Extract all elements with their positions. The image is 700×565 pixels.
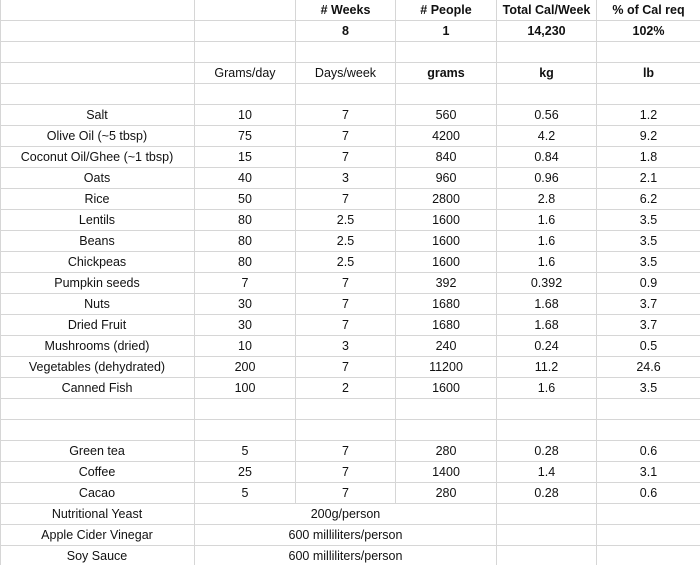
grams-cell[interactable]: 1600 [396, 252, 497, 272]
item-name[interactable]: Nutritional Yeast [0, 504, 195, 524]
item-name[interactable]: Rice [0, 189, 195, 209]
item-name[interactable]: Dried Fruit [0, 315, 195, 335]
days-per-week-cell[interactable]: 7 [296, 126, 396, 146]
days-per-week-cell[interactable]: 7 [296, 462, 396, 482]
days-per-week-cell[interactable]: 2.5 [296, 252, 396, 272]
table-row [0, 336, 700, 357]
grams-per-day-cell[interactable]: 80 [195, 252, 296, 272]
grams-per-day-cell[interactable]: 200 [195, 357, 296, 377]
days-per-week-cell[interactable]: 7 [296, 357, 396, 377]
grams-per-day-cell[interactable]: 10 [195, 105, 296, 125]
days-per-week-cell[interactable]: 2.5 [296, 231, 396, 251]
cell[interactable] [195, 84, 296, 104]
table-row [0, 294, 700, 315]
lb-cell[interactable]: 3.5 [639, 234, 658, 248]
cell[interactable] [0, 0, 195, 20]
cell[interactable] [497, 42, 597, 62]
table-row [0, 441, 700, 462]
empty-row [0, 399, 700, 420]
item-name[interactable]: Mushrooms (dried) [0, 336, 195, 356]
header-label-row [0, 0, 700, 21]
kg-cell[interactable]: 0.96 [497, 168, 597, 188]
lb-cell[interactable]: 3.1 [639, 465, 658, 479]
lb-cell[interactable]: 2.1 [639, 171, 658, 185]
item-name[interactable]: Lentils [0, 210, 195, 230]
item-name[interactable]: Olive Oil (~5 tbsp) [0, 126, 195, 146]
column-header-row [0, 63, 700, 84]
table-row [0, 189, 700, 210]
cell[interactable] [195, 42, 296, 62]
item-name[interactable]: Soy Sauce [0, 546, 195, 565]
lb-cell[interactable]: 0.5 [639, 339, 658, 353]
table-row [0, 357, 700, 378]
table-row [0, 105, 700, 126]
cell[interactable] [296, 399, 396, 419]
grams-per-day-cell[interactable]: 5 [195, 441, 296, 461]
people-label[interactable]: # People [396, 0, 497, 20]
cell[interactable] [497, 525, 597, 545]
cell[interactable] [0, 84, 195, 104]
grams-cell[interactable]: 1680 [396, 294, 497, 314]
kg-cell[interactable]: 0.84 [497, 147, 597, 167]
grams-per-day-cell[interactable]: 100 [195, 378, 296, 398]
item-name[interactable]: Cacao [0, 483, 195, 503]
total-cal-label[interactable]: Total Cal/Week [497, 0, 597, 20]
days-per-week-cell[interactable]: 7 [296, 273, 396, 293]
amount-note[interactable]: 600 milliliters/person [195, 546, 497, 565]
days-per-week-cell[interactable]: 3 [296, 168, 396, 188]
amount-note[interactable]: 200g/person [195, 504, 497, 524]
cell[interactable] [0, 42, 195, 62]
grams-cell[interactable]: 560 [396, 105, 497, 125]
days-per-week-cell[interactable]: 7 [296, 441, 396, 461]
item-name[interactable]: Vegetables (dehydrated) [0, 357, 195, 377]
days-per-week-cell[interactable]: 2.5 [296, 210, 396, 230]
grams-per-day-cell[interactable]: 30 [195, 315, 296, 335]
lb-cell[interactable]: 3.7 [639, 318, 658, 332]
kg-cell[interactable]: 1.6 [497, 252, 597, 272]
table-row [0, 126, 700, 147]
total-cal-value[interactable]: 14,230 [497, 21, 597, 41]
lb-cell[interactable]: 3.5 [639, 381, 658, 395]
grams-cell[interactable]: 1680 [396, 315, 497, 335]
header-value-row [0, 21, 700, 42]
grams-per-day-cell[interactable]: 75 [195, 126, 296, 146]
kg-header[interactable]: kg [497, 63, 597, 83]
grams-cell[interactable]: 4200 [396, 126, 497, 146]
kg-cell[interactable]: 0.28 [497, 441, 597, 461]
empty-row [0, 84, 700, 105]
cell[interactable] [396, 84, 497, 104]
kg-cell[interactable]: 2.8 [497, 189, 597, 209]
lb-cell[interactable]: 6.2 [639, 192, 658, 206]
days-per-week-cell[interactable]: 7 [296, 483, 396, 503]
grams-per-day-cell[interactable]: 30 [195, 294, 296, 314]
cell[interactable] [0, 21, 195, 41]
grams-per-day-header[interactable]: Grams/day [195, 63, 296, 83]
cell[interactable] [0, 420, 195, 440]
table-row [0, 504, 700, 525]
grams-per-day-cell[interactable]: 80 [195, 210, 296, 230]
item-name[interactable]: Beans [0, 231, 195, 251]
item-name[interactable]: Apple Cider Vinegar [0, 525, 195, 545]
table-row [0, 462, 700, 483]
kg-cell[interactable]: 0.392 [497, 273, 597, 293]
weeks-label[interactable]: # Weeks [296, 0, 396, 20]
grams-cell[interactable]: 1600 [396, 210, 497, 230]
cell[interactable] [597, 84, 700, 104]
weeks-value[interactable]: 8 [296, 21, 396, 41]
kg-cell[interactable]: 4.2 [497, 126, 597, 146]
lb-cell[interactable]: 3.5 [639, 213, 658, 227]
cell[interactable] [396, 42, 497, 62]
table-row [0, 273, 700, 294]
lb-header[interactable]: lb [642, 66, 655, 80]
kg-cell[interactable]: 11.2 [497, 357, 597, 377]
table-row [0, 147, 700, 168]
grams-per-day-cell[interactable]: 7 [195, 273, 296, 293]
grams-per-day-cell[interactable]: 40 [195, 168, 296, 188]
table-row [0, 378, 700, 399]
grams-cell[interactable]: 240 [396, 336, 497, 356]
lb-cell[interactable]: 0.9 [639, 276, 658, 290]
item-name[interactable]: Coconut Oil/Ghee (~1 tbsp) [0, 147, 195, 167]
table-row [0, 252, 700, 273]
cell[interactable] [296, 420, 396, 440]
kg-cell[interactable]: 1.6 [497, 378, 597, 398]
item-name[interactable]: Pumpkin seeds [0, 273, 195, 293]
grams-cell[interactable]: 280 [396, 483, 497, 503]
table-row [0, 210, 700, 231]
kg-cell[interactable]: 1.68 [497, 315, 597, 335]
grams-cell[interactable]: 2800 [396, 189, 497, 209]
days-per-week-cell[interactable]: 3 [296, 336, 396, 356]
grams-cell[interactable]: 280 [396, 441, 497, 461]
kg-cell[interactable]: 1.4 [497, 462, 597, 482]
kg-cell[interactable]: 0.24 [497, 336, 597, 356]
lb-cell[interactable]: 3.7 [639, 297, 658, 311]
cell[interactable] [497, 84, 597, 104]
lb-cell[interactable]: 24.6 [636, 360, 661, 374]
table-row [0, 546, 700, 565]
grams-cell[interactable]: 11200 [396, 357, 497, 377]
cell[interactable] [195, 399, 296, 419]
cell[interactable] [597, 504, 700, 524]
table-row [0, 315, 700, 336]
cell[interactable] [497, 399, 597, 419]
pct-cal-value[interactable]: 102% [632, 24, 665, 38]
grams-per-day-cell[interactable]: 15 [195, 147, 296, 167]
kg-cell[interactable]: 0.56 [497, 105, 597, 125]
people-value[interactable]: 1 [396, 21, 497, 41]
cell[interactable] [497, 504, 597, 524]
table-row [0, 525, 700, 546]
days-per-week-cell[interactable]: 2 [296, 378, 396, 398]
cell[interactable] [296, 84, 396, 104]
lb-cell[interactable]: 3.5 [639, 255, 658, 269]
lb-cell[interactable]: 9.2 [639, 129, 658, 143]
cell[interactable] [195, 21, 296, 41]
item-name[interactable]: Canned Fish [0, 378, 195, 398]
cell[interactable] [195, 0, 296, 20]
table-row [0, 483, 700, 504]
grams-cell[interactable]: 1400 [396, 462, 497, 482]
cell[interactable] [597, 420, 700, 440]
kg-cell[interactable]: 1.6 [497, 210, 597, 230]
item-name[interactable]: Salt [0, 105, 195, 125]
cell[interactable] [597, 525, 700, 545]
kg-cell[interactable]: 0.28 [497, 483, 597, 503]
cell[interactable] [497, 420, 597, 440]
item-name[interactable]: Chickpeas [0, 252, 195, 272]
kg-cell[interactable]: 1.68 [497, 294, 597, 314]
cell[interactable] [195, 420, 296, 440]
grams-cell[interactable]: 840 [396, 147, 497, 167]
cell[interactable] [296, 42, 396, 62]
grams-per-day-cell[interactable]: 80 [195, 231, 296, 251]
cell[interactable] [597, 399, 700, 419]
days-per-week-cell[interactable]: 7 [296, 147, 396, 167]
item-name[interactable]: Nuts [0, 294, 195, 314]
grams-cell[interactable]: 960 [396, 168, 497, 188]
grams-per-day-cell[interactable]: 5 [195, 483, 296, 503]
lb-cell[interactable]: 1.2 [639, 108, 658, 122]
pct-cal-label[interactable]: % of Cal req [612, 3, 685, 17]
days-per-week-cell[interactable]: 7 [296, 105, 396, 125]
cell[interactable] [597, 42, 700, 62]
days-per-week-cell[interactable]: 7 [296, 189, 396, 209]
days-per-week-cell[interactable]: 7 [296, 315, 396, 335]
cell[interactable] [0, 63, 195, 83]
item-name[interactable]: Green tea [0, 441, 195, 461]
grams-header[interactable]: grams [396, 63, 497, 83]
table-row [0, 231, 700, 252]
lb-cell[interactable]: 0.6 [639, 486, 658, 500]
cell[interactable] [396, 399, 497, 419]
empty-row [0, 42, 700, 63]
cell[interactable] [497, 546, 597, 565]
days-per-week-cell[interactable]: 7 [296, 294, 396, 314]
cell[interactable] [0, 399, 195, 419]
grams-cell[interactable]: 1600 [396, 231, 497, 251]
grams-per-day-cell[interactable]: 25 [195, 462, 296, 482]
item-name[interactable]: Oats [0, 168, 195, 188]
grams-per-day-cell[interactable]: 50 [195, 189, 296, 209]
table-row [0, 168, 700, 189]
lb-cell[interactable]: 0.6 [639, 444, 658, 458]
cell[interactable] [597, 546, 700, 565]
item-name[interactable]: Coffee [0, 462, 195, 482]
grams-cell[interactable]: 392 [396, 273, 497, 293]
grams-cell[interactable]: 1600 [396, 378, 497, 398]
lb-cell[interactable]: 1.8 [639, 150, 658, 164]
days-per-week-header[interactable]: Days/week [296, 63, 396, 83]
cell[interactable] [396, 420, 497, 440]
amount-note[interactable]: 600 milliliters/person [195, 525, 497, 545]
empty-row [0, 420, 700, 441]
kg-cell[interactable]: 1.6 [497, 231, 597, 251]
grams-per-day-cell[interactable]: 10 [195, 336, 296, 356]
